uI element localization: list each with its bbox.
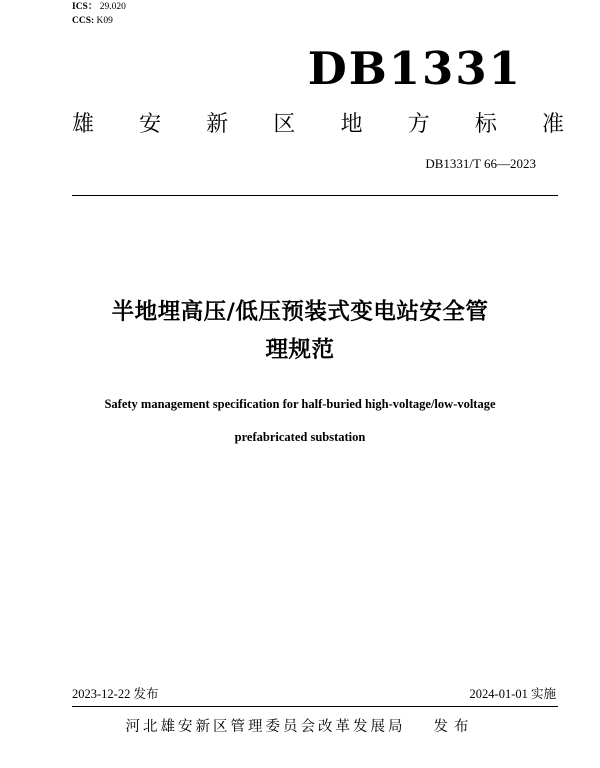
ics-label: ICS： [72,2,98,12]
standard-type-char: 雄 [72,112,95,137]
english-title [40,388,560,454]
standard-number: DB1331/T 66—2023 [425,156,536,171]
implementation-label: 实施 [530,686,556,701]
standard-type-char: 标 [474,112,497,137]
english-title-line-1: Safety management specification for half-buried high-voltage/low-voltage [104,397,496,411]
standard-type-char: 地 [340,112,363,137]
standard-type [72,110,564,140]
ics-value: 29.020 [99,2,126,12]
standard-type-char: 安 [139,112,162,137]
standard-type-char: 区 [273,112,296,137]
implementation-date [470,688,556,701]
ccs-value: K09 [96,16,113,26]
publisher-action: 发布 [433,719,475,735]
chinese-title-line-1: 半地埋高压/低压预装式变电站安全管 [111,299,489,325]
publisher [0,720,600,735]
footer-divider [72,706,558,707]
ics-code [72,3,126,13]
standard-type-char: 准 [541,112,564,137]
english-title-line-2: prefabricated substation [234,430,366,444]
implementation-date-value: 2024-01-01 [469,687,528,701]
chinese-title [40,293,560,370]
issue-label: 发布 [133,686,159,701]
issue-date [72,688,158,701]
ccs-code [72,17,113,27]
header-divider [72,195,558,196]
standard-code: DB1331 [307,42,522,95]
standard-type-char: 新 [206,112,229,137]
publisher-name: 河北雄安新区管理委员会改革发展局 [125,719,406,735]
standard-type-char: 方 [407,112,430,137]
issue-date-value: 2023-12-22 [72,687,131,701]
chinese-title-line-2: 理规范 [265,337,335,364]
ccs-label: CCS: [72,16,95,26]
